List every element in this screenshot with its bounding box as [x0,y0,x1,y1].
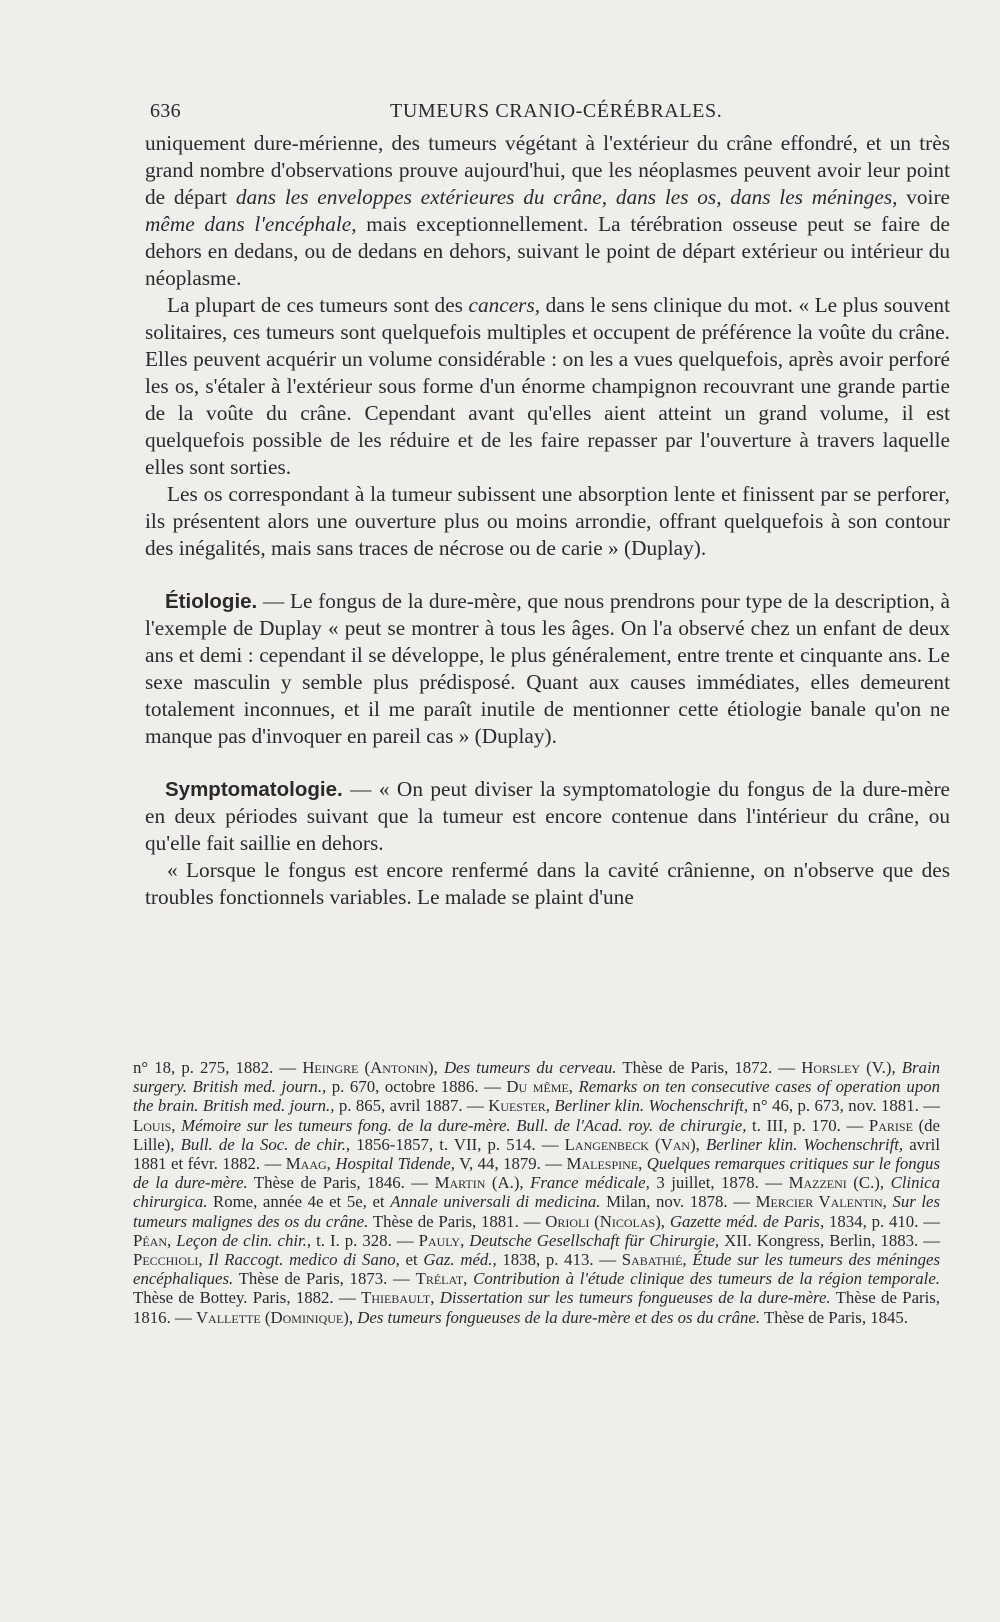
section-heading: Symptomatologie. [165,778,343,801]
reference-author: Sabathié, [621,1250,687,1270]
reference-author: Du même, [506,1077,573,1097]
reference-text: Thèse de Paris, 1846. — [247,1173,435,1193]
page-number: 636 [150,100,181,122]
paragraph: « Lorsque le fongus est encore renfermé dans la cavité crânienne, on n'observe que des troubles fonctionnels variables. Le malade se plaint d'une [145,858,950,909]
reference-title: Leçon de clin. chir., [176,1230,312,1250]
text-run: voire [897,185,950,209]
reference-text: 1856-1857, t. VII, p. 514. — [350,1134,565,1154]
reference-author: Pecchioli, [133,1250,203,1270]
reference-author: Langenbeck (Van), [564,1134,700,1154]
italic-text: cancers, [468,293,541,317]
reference-title: Mémoire sur les tumeurs fong. de la dure-mère. Bull. de l'Acad. roy. de chirurgie, [181,1115,747,1135]
reference-author: Mazzeni (C.), [788,1173,885,1193]
reference-title: Deutsche Gesellschaft für Chirurgie, [469,1230,720,1250]
paragraph: Les os correspondant à la tumeur subissent une absorption lente et finissent par se perforer, ils présentent alors une ouverture plus ou moins arrondie, offrant quelquefois à son contour des inégalités, mais sans traces de nécrose ou de carie » (Duplay). [145,482,950,560]
reference-text: Thèse de Paris, 1881. — [368,1211,546,1231]
text-run: La plupart de ces tumeurs sont des [167,293,469,317]
reference-author: Malespine, [566,1154,643,1174]
reference-author: Thiebault, [361,1288,435,1308]
reference-text: 3 juillet, 1878. — [649,1173,789,1193]
reference-title: Il Raccogt. medico di Sano, [208,1250,400,1270]
reference-author: Péan, [133,1230,172,1250]
reference-author: Vallette (Dominique), [195,1307,354,1327]
reference-title: Des tumeurs du cerveau. [443,1058,617,1077]
bibliography-footnote [133,1058,940,1327]
reference-author: Martin (A.), [434,1173,524,1193]
reference-title: Gazette méd. de Paris, [669,1211,825,1231]
reference-author: Orioli (Nicolas), [545,1211,665,1231]
italic-text: même dans l'encéphale, [145,212,357,236]
reference-text: Thèse de Bottey. Paris, 1882. — [133,1288,362,1308]
reference-text: Thèse de Paris, 1816. — [133,1288,940,1327]
text-run: — « On peut diviser la symptomatologie du fongus de la dure-mère en deux périodes suivant que la tumeur est encore contenue dans l'intérieur du crâne, ou qu'elle fait saillie en dehors. [145,777,950,855]
reference-title: Annale universali di medicina. [390,1192,601,1212]
reference-text: 1838, p. 413. — [496,1250,622,1270]
reference-text: V, 44, 1879. — [454,1154,567,1174]
reference-text: et [399,1250,424,1270]
paragraph [145,130,950,292]
reference-title: Dissertation sur les tumeurs fongueuses de la dure-mère. [439,1288,831,1308]
reference-title: Des tumeurs fongueuses de la dure-mère et des os du crâne. [357,1307,761,1327]
reference-title: Brain surgery. British med. journ., [133,1058,940,1097]
reference-title: Gaz. méd., [423,1250,497,1270]
main-text [145,130,950,911]
text-run: mais exceptionnellement. La térébration osseuse peut se faire de dehors en dedans, ou de dedans en dehors, suivant le point de départ extérieur ou intérieur du néoplasme. [145,212,950,290]
reference-author: Kuester, [488,1096,550,1116]
text-run: — Le fongus de la dure-mère, que nous prendrons pour type de la description, à l'exemple de Duplay « peut se montrer à tous les âges. On l'a observé chez un enfant de deux ans et demi : cependant il se développe, le plus généralement, entre trente et cinquante ans. Le sexe masculin y semble plus prédisposé. Quant aux causes immédiates, elles demeurent totalement inconnues, et il me paraît inutile de mentionner cette étiologie banale qu'on ne manque pas d'invoquer en pareil cas » (Duplay). [145,589,950,748]
reference-title: Hospital Tidende, [335,1154,455,1174]
text-run: dans le sens clinique du mot. « Le plus souvent solitaires, ces tumeurs sont quelquefois multiples et occupent de préférence la voûte du crâne. Elles peuvent acquérir un volume considérable : on les a vues quelquefois, après avoir perforé les os, s'étaler à l'extérieur sous forme d'un énorme champignon recouvrant une grande partie de la voûte du crâne. Cependant avant qu'elles aient atteint un grand volume, il est quelquefois possible de les réduire et de les faire repasser par l'ouverture à travers laquelle elles sont sorties. [145,293,950,479]
reference-text: p. 670, octobre 1886. — [326,1077,507,1097]
reference-title: Berliner klin. Wochenschrift, [554,1096,749,1116]
reference-author: Mercier Valentin, [755,1192,887,1212]
reference-title: Berliner klin. Wochenschrift, [705,1134,904,1154]
reference-author: Maag, [285,1154,331,1174]
reference-text: p. 865, avril 1887. — [334,1096,489,1116]
reference-title: Contribution à l'étude clinique des tumeurs de la région temporale. [473,1269,940,1289]
reference-author: Parise [868,1115,913,1135]
symptomatologie-section [145,776,950,857]
section-heading: Étiologie. [165,590,258,613]
etiologie-section [145,588,950,750]
paragraph [145,292,950,481]
reference-author: Pauly, [418,1230,465,1250]
reference-text: t. III, p. 170. — [746,1115,869,1135]
reference-title: Remarks on ten consecutive cases of operation upon the brain. British med. journ., [133,1077,940,1116]
reference-title: Étude sur les tumeurs des méninges encéphaliques. [133,1250,940,1289]
reference-text: 1834, p. 410. — [824,1211,940,1231]
reference-text: Thèse de Paris, 1872. — [616,1058,802,1077]
italic-text: dans les enveloppes extérieures du crâne, dans les os, dans les méninges, [235,185,898,209]
reference-text: Rome, année 4e et 5e, et [207,1192,391,1212]
reference-text: avril 1881 et févr. 1882. — [133,1134,940,1174]
reference-author: Horsley (V.), [801,1058,896,1077]
reference-author: Heingre (Antonin), [302,1058,438,1077]
reference-text: XII. Kongress, Berlin, 1883. — [719,1230,940,1250]
reference-text: Thèse de Paris, 1873. — [233,1269,416,1289]
reference-text: Thèse de Paris, 1845. [760,1307,908,1327]
reference-title: Quelques remarques critiques sur le fongus de la dure-mère. [133,1154,940,1193]
reference-text: t. I. p. 328. — [311,1230,419,1250]
reference-text: Milan, nov. 1878. — [600,1192,756,1212]
text-run: uniquement dure-mérienne, des tumeurs végétant à l'extérieur du crâne effondré, et un très grand nombre d'observations prouve aujourd'hui, que les néoplasmes peuvent avoir leur point de départ [145,131,950,209]
reference-text: n° 18, p. 275, 1882. — [133,1058,303,1077]
reference-title: France médicale, [530,1173,650,1193]
reference-title: Clinica chirurgica. [133,1173,940,1212]
running-title: TUMEURS CRANIO-CÉRÉBRALES. [390,100,723,122]
reference-author: Louis, [133,1115,176,1135]
reference-title: Bull. de la Soc. de chir., [180,1134,351,1154]
reference-author: Trélat, [415,1269,468,1289]
reference-title: Sur les tumeurs malignes des os du crâne. [133,1192,941,1231]
reference-text: (de Lille), [133,1115,941,1154]
reference-text: n° 46, p. 673, nov. 1881. — [748,1096,940,1116]
